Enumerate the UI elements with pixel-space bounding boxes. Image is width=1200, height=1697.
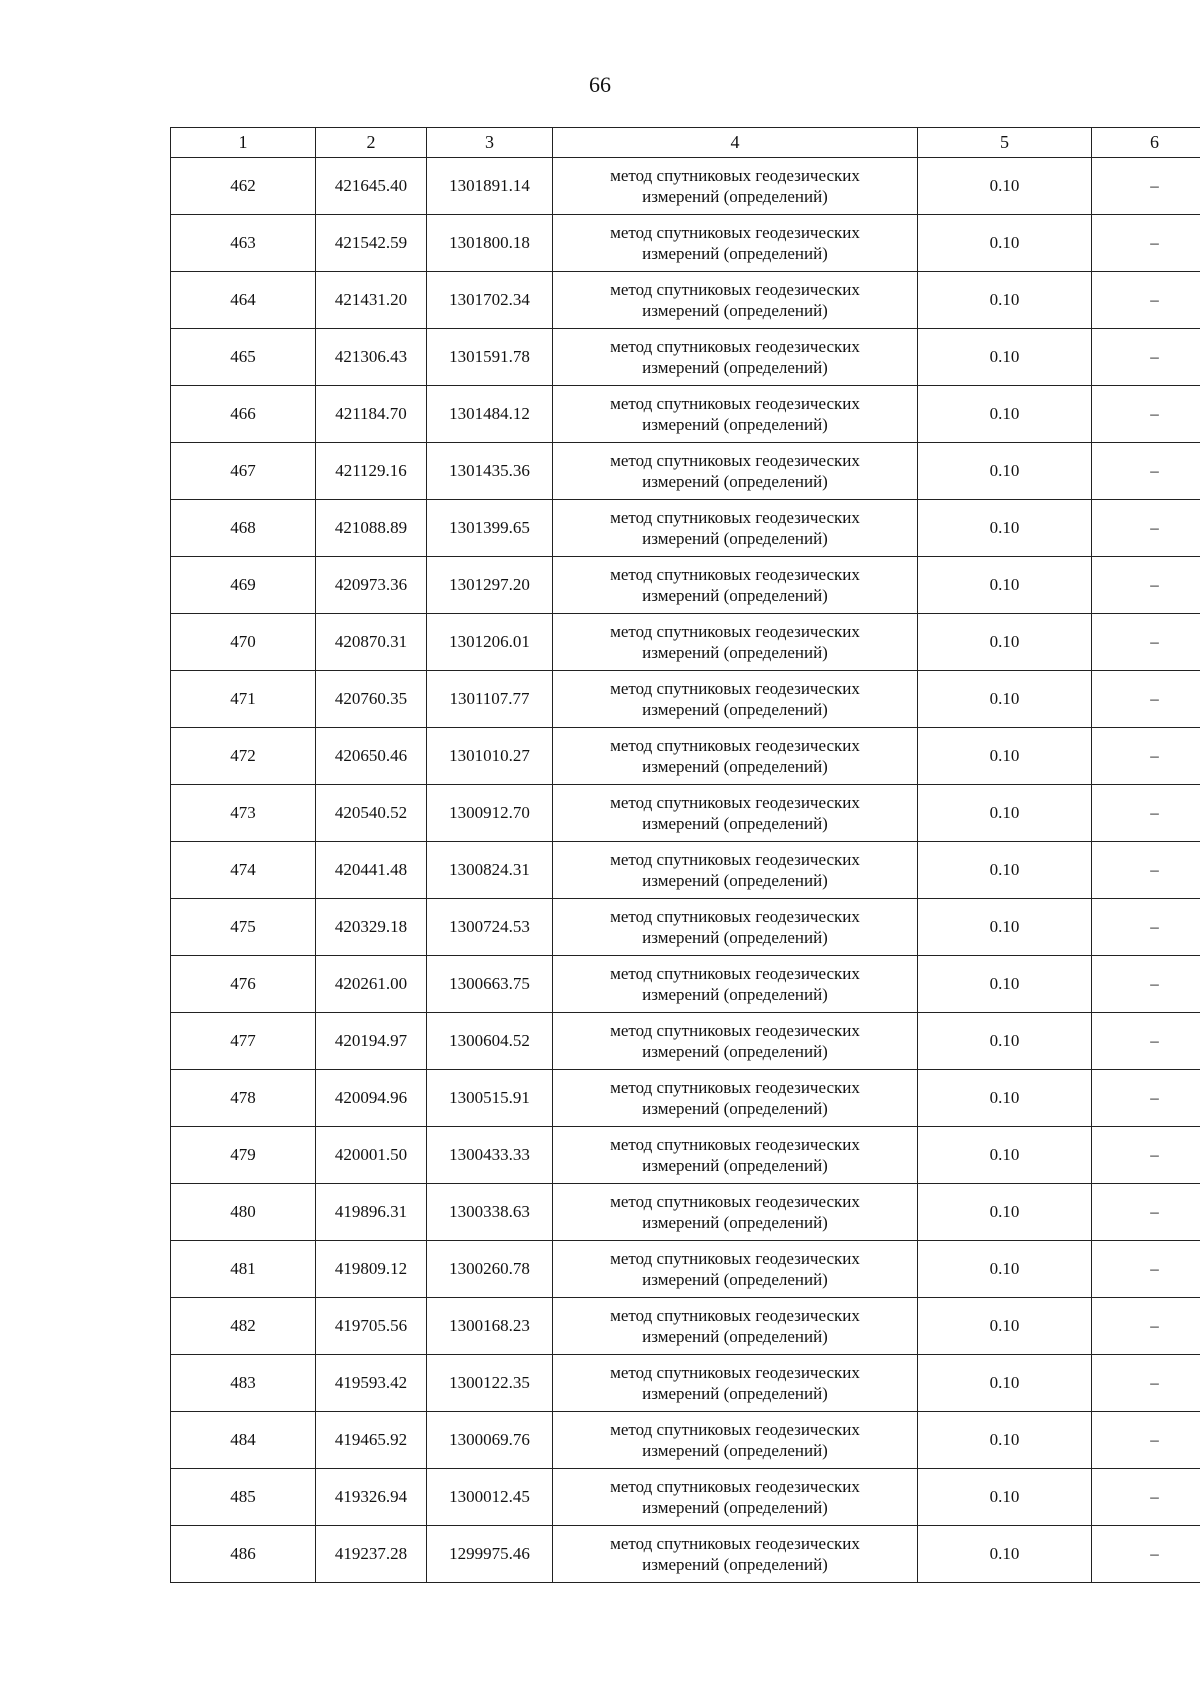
x-coordinate-cell: 420001.50 — [316, 1127, 427, 1184]
note-cell: – — [1092, 158, 1200, 215]
table-row — [171, 614, 1200, 671]
table-row — [171, 272, 1200, 329]
note-cell: – — [1092, 1013, 1200, 1070]
header-cell-2: 2 — [316, 128, 427, 158]
method-cell — [553, 1070, 918, 1127]
table-row — [171, 1070, 1200, 1127]
method-cell — [553, 614, 918, 671]
y-coordinate-cell: 1300724.53 — [427, 899, 553, 956]
method-line-2: измерений (определений) — [642, 871, 828, 890]
method-line-1: метод спутниковых геодезических — [610, 1363, 860, 1382]
note-cell: – — [1092, 386, 1200, 443]
note-cell: – — [1092, 899, 1200, 956]
method-line-1: метод спутниковых геодезических — [610, 565, 860, 584]
accuracy-cell: 0.10 — [918, 500, 1092, 557]
x-coordinate-cell: 421645.40 — [316, 158, 427, 215]
note-cell: – — [1092, 785, 1200, 842]
method-cell — [553, 785, 918, 842]
accuracy-cell: 0.10 — [918, 614, 1092, 671]
accuracy-cell: 0.10 — [918, 1127, 1092, 1184]
note-cell: – — [1092, 1298, 1200, 1355]
y-coordinate-cell: 1300912.70 — [427, 785, 553, 842]
x-coordinate-cell: 420194.97 — [316, 1013, 427, 1070]
point-number-cell: 471 — [171, 671, 316, 728]
table-row — [171, 1013, 1200, 1070]
method-line-2: измерений (определений) — [642, 700, 828, 719]
table-row — [171, 728, 1200, 785]
y-coordinate-cell: 1300069.76 — [427, 1412, 553, 1469]
x-coordinate-cell: 421542.59 — [316, 215, 427, 272]
method-line-1: метод спутниковых геодезических — [610, 907, 860, 926]
table-row — [171, 500, 1200, 557]
accuracy-cell: 0.10 — [918, 1526, 1092, 1583]
method-line-2: измерений (определений) — [642, 1270, 828, 1289]
y-coordinate-cell: 1301010.27 — [427, 728, 553, 785]
method-cell — [553, 1412, 918, 1469]
y-coordinate-cell: 1301800.18 — [427, 215, 553, 272]
method-line-2: измерений (определений) — [642, 1555, 828, 1574]
method-cell — [553, 1241, 918, 1298]
method-line-2: измерений (определений) — [642, 1498, 828, 1517]
method-line-2: измерений (определений) — [642, 814, 828, 833]
method-line-2: измерений (определений) — [642, 187, 828, 206]
method-cell — [553, 443, 918, 500]
table-header-row — [171, 128, 1200, 158]
method-line-1: метод спутниковых геодезических — [610, 964, 860, 983]
table-row — [171, 557, 1200, 614]
table-row — [171, 1526, 1200, 1583]
note-cell: – — [1092, 1127, 1200, 1184]
note-cell: – — [1092, 614, 1200, 671]
x-coordinate-cell: 419896.31 — [316, 1184, 427, 1241]
note-cell: – — [1092, 1241, 1200, 1298]
y-coordinate-cell: 1300122.35 — [427, 1355, 553, 1412]
y-coordinate-cell: 1301891.14 — [427, 158, 553, 215]
table-row — [171, 899, 1200, 956]
point-number-cell: 485 — [171, 1469, 316, 1526]
header-cell-1: 1 — [171, 128, 316, 158]
method-line-1: метод спутниковых геодезических — [610, 850, 860, 869]
point-number-cell: 474 — [171, 842, 316, 899]
point-number-cell: 479 — [171, 1127, 316, 1184]
page-number: 66 — [589, 72, 611, 97]
method-line-1: метод спутниковых геодезических — [610, 280, 860, 299]
accuracy-cell: 0.10 — [918, 272, 1092, 329]
accuracy-cell: 0.10 — [918, 557, 1092, 614]
y-coordinate-cell: 1300663.75 — [427, 956, 553, 1013]
x-coordinate-cell: 419237.28 — [316, 1526, 427, 1583]
note-cell: – — [1092, 728, 1200, 785]
table-row — [171, 1355, 1200, 1412]
y-coordinate-cell: 1301297.20 — [427, 557, 553, 614]
y-coordinate-cell: 1299975.46 — [427, 1526, 553, 1583]
y-coordinate-cell: 1300824.31 — [427, 842, 553, 899]
point-number-cell: 478 — [171, 1070, 316, 1127]
accuracy-cell: 0.10 — [918, 158, 1092, 215]
y-coordinate-cell: 1301702.34 — [427, 272, 553, 329]
method-line-2: измерений (определений) — [642, 358, 828, 377]
y-coordinate-cell: 1301399.65 — [427, 500, 553, 557]
point-number-cell: 481 — [171, 1241, 316, 1298]
method-cell — [553, 899, 918, 956]
method-line-2: измерений (определений) — [642, 643, 828, 662]
method-line-2: измерений (определений) — [642, 529, 828, 548]
x-coordinate-cell: 419809.12 — [316, 1241, 427, 1298]
accuracy-cell: 0.10 — [918, 1469, 1092, 1526]
accuracy-cell: 0.10 — [918, 215, 1092, 272]
method-line-2: измерений (определений) — [642, 586, 828, 605]
y-coordinate-cell: 1301484.12 — [427, 386, 553, 443]
method-line-1: метод спутниковых геодезических — [610, 1420, 860, 1439]
y-coordinate-cell: 1300168.23 — [427, 1298, 553, 1355]
header-cell-6: 6 — [1092, 128, 1200, 158]
note-cell: – — [1092, 1469, 1200, 1526]
method-line-1: метод спутниковых геодезических — [610, 508, 860, 527]
table-row — [171, 1298, 1200, 1355]
method-line-2: измерений (определений) — [642, 472, 828, 491]
method-cell — [553, 1355, 918, 1412]
method-line-2: измерений (определений) — [642, 1099, 828, 1118]
accuracy-cell: 0.10 — [918, 1412, 1092, 1469]
coordinates-table — [170, 127, 1200, 1583]
accuracy-cell: 0.10 — [918, 1013, 1092, 1070]
x-coordinate-cell: 421184.70 — [316, 386, 427, 443]
accuracy-cell: 0.10 — [918, 329, 1092, 386]
method-line-1: метод спутниковых геодезических — [610, 1021, 860, 1040]
method-cell — [553, 1469, 918, 1526]
method-line-2: измерений (определений) — [642, 757, 828, 776]
method-line-1: метод спутниковых геодезических — [610, 793, 860, 812]
point-number-cell: 486 — [171, 1526, 316, 1583]
method-line-1: метод спутниковых геодезических — [610, 679, 860, 698]
note-cell: – — [1092, 1412, 1200, 1469]
x-coordinate-cell: 421431.20 — [316, 272, 427, 329]
method-line-2: измерений (определений) — [642, 1042, 828, 1061]
method-line-2: измерений (определений) — [642, 1327, 828, 1346]
point-number-cell: 465 — [171, 329, 316, 386]
point-number-cell: 480 — [171, 1184, 316, 1241]
x-coordinate-cell: 420441.48 — [316, 842, 427, 899]
x-coordinate-cell: 420329.18 — [316, 899, 427, 956]
method-line-1: метод спутниковых геодезических — [610, 736, 860, 755]
method-cell — [553, 557, 918, 614]
accuracy-cell: 0.10 — [918, 899, 1092, 956]
method-line-1: метод спутниковых геодезических — [610, 1534, 860, 1553]
y-coordinate-cell: 1301206.01 — [427, 614, 553, 671]
header-cell-5: 5 — [918, 128, 1092, 158]
point-number-cell: 467 — [171, 443, 316, 500]
y-coordinate-cell: 1300012.45 — [427, 1469, 553, 1526]
point-number-cell: 470 — [171, 614, 316, 671]
table-row — [171, 443, 1200, 500]
note-cell: – — [1092, 329, 1200, 386]
point-number-cell: 482 — [171, 1298, 316, 1355]
method-cell — [553, 1526, 918, 1583]
note-cell: – — [1092, 1184, 1200, 1241]
note-cell: – — [1092, 443, 1200, 500]
table-row — [171, 785, 1200, 842]
x-coordinate-cell: 420540.52 — [316, 785, 427, 842]
method-cell — [553, 272, 918, 329]
y-coordinate-cell: 1300604.52 — [427, 1013, 553, 1070]
method-line-1: метод спутниковых геодезических — [610, 1306, 860, 1325]
accuracy-cell: 0.10 — [918, 1241, 1092, 1298]
table-row — [171, 1469, 1200, 1526]
table-row — [171, 842, 1200, 899]
accuracy-cell: 0.10 — [918, 1070, 1092, 1127]
point-number-cell: 469 — [171, 557, 316, 614]
method-line-2: измерений (определений) — [642, 1156, 828, 1175]
table-row — [171, 215, 1200, 272]
method-line-1: метод спутниковых геодезических — [610, 1477, 860, 1496]
y-coordinate-cell: 1300515.91 — [427, 1070, 553, 1127]
method-line-1: метод спутниковых геодезических — [610, 451, 860, 470]
accuracy-cell: 0.10 — [918, 1355, 1092, 1412]
x-coordinate-cell: 419593.42 — [316, 1355, 427, 1412]
note-cell: – — [1092, 956, 1200, 1013]
y-coordinate-cell: 1300260.78 — [427, 1241, 553, 1298]
method-cell — [553, 1184, 918, 1241]
method-cell — [553, 671, 918, 728]
x-coordinate-cell: 419465.92 — [316, 1412, 427, 1469]
method-line-1: метод спутниковых геодезических — [610, 1249, 860, 1268]
point-number-cell: 462 — [171, 158, 316, 215]
table-row — [171, 956, 1200, 1013]
x-coordinate-cell: 419326.94 — [316, 1469, 427, 1526]
method-cell — [553, 215, 918, 272]
method-line-2: измерений (определений) — [642, 1441, 828, 1460]
method-line-2: измерений (определений) — [642, 985, 828, 1004]
method-cell — [553, 500, 918, 557]
x-coordinate-cell: 421306.43 — [316, 329, 427, 386]
method-line-1: метод спутниковых геодезических — [610, 166, 860, 185]
y-coordinate-cell: 1301107.77 — [427, 671, 553, 728]
method-line-1: метод спутниковых геодезических — [610, 1135, 860, 1154]
y-coordinate-cell: 1301591.78 — [427, 329, 553, 386]
table-row — [171, 1241, 1200, 1298]
method-line-2: измерений (определений) — [642, 928, 828, 947]
method-cell — [553, 1127, 918, 1184]
method-cell — [553, 329, 918, 386]
method-cell — [553, 728, 918, 785]
point-number-cell: 484 — [171, 1412, 316, 1469]
table-body — [171, 158, 1200, 1583]
note-cell: – — [1092, 1526, 1200, 1583]
point-number-cell: 476 — [171, 956, 316, 1013]
x-coordinate-cell: 421088.89 — [316, 500, 427, 557]
method-cell — [553, 842, 918, 899]
method-cell — [553, 158, 918, 215]
accuracy-cell: 0.10 — [918, 956, 1092, 1013]
y-coordinate-cell: 1300338.63 — [427, 1184, 553, 1241]
method-cell — [553, 1013, 918, 1070]
x-coordinate-cell: 420094.96 — [316, 1070, 427, 1127]
accuracy-cell: 0.10 — [918, 1298, 1092, 1355]
x-coordinate-cell: 420973.36 — [316, 557, 427, 614]
table-row — [171, 1127, 1200, 1184]
x-coordinate-cell: 421129.16 — [316, 443, 427, 500]
point-number-cell: 472 — [171, 728, 316, 785]
method-line-1: метод спутниковых геодезических — [610, 394, 860, 413]
point-number-cell: 483 — [171, 1355, 316, 1412]
accuracy-cell: 0.10 — [918, 728, 1092, 785]
method-cell — [553, 386, 918, 443]
accuracy-cell: 0.10 — [918, 1184, 1092, 1241]
accuracy-cell: 0.10 — [918, 443, 1092, 500]
note-cell: – — [1092, 1070, 1200, 1127]
note-cell: – — [1092, 557, 1200, 614]
x-coordinate-cell: 419705.56 — [316, 1298, 427, 1355]
x-coordinate-cell: 420261.00 — [316, 956, 427, 1013]
x-coordinate-cell: 420760.35 — [316, 671, 427, 728]
y-coordinate-cell: 1300433.33 — [427, 1127, 553, 1184]
note-cell: – — [1092, 671, 1200, 728]
x-coordinate-cell: 420870.31 — [316, 614, 427, 671]
table-row — [171, 1412, 1200, 1469]
accuracy-cell: 0.10 — [918, 785, 1092, 842]
note-cell: – — [1092, 500, 1200, 557]
point-number-cell: 466 — [171, 386, 316, 443]
point-number-cell: 463 — [171, 215, 316, 272]
table-row — [171, 386, 1200, 443]
table-row — [171, 671, 1200, 728]
table-row — [171, 158, 1200, 215]
point-number-cell: 464 — [171, 272, 316, 329]
note-cell: – — [1092, 215, 1200, 272]
table-row — [171, 1184, 1200, 1241]
accuracy-cell: 0.10 — [918, 842, 1092, 899]
method-cell — [553, 956, 918, 1013]
point-number-cell: 473 — [171, 785, 316, 842]
note-cell: – — [1092, 1355, 1200, 1412]
x-coordinate-cell: 420650.46 — [316, 728, 427, 785]
point-number-cell: 475 — [171, 899, 316, 956]
method-line-1: метод спутниковых геодезических — [610, 622, 860, 641]
method-line-2: измерений (определений) — [642, 1213, 828, 1232]
method-line-2: измерений (определений) — [642, 1384, 828, 1403]
note-cell: – — [1092, 842, 1200, 899]
accuracy-cell: 0.10 — [918, 671, 1092, 728]
method-cell — [553, 1298, 918, 1355]
header-cell-4: 4 — [553, 128, 918, 158]
method-line-1: метод спутниковых геодезических — [610, 223, 860, 242]
method-line-2: измерений (определений) — [642, 301, 828, 320]
point-number-cell: 477 — [171, 1013, 316, 1070]
method-line-1: метод спутниковых геодезических — [610, 1078, 860, 1097]
method-line-2: измерений (определений) — [642, 244, 828, 263]
header-cell-3: 3 — [427, 128, 553, 158]
accuracy-cell: 0.10 — [918, 386, 1092, 443]
method-line-2: измерений (определений) — [642, 415, 828, 434]
point-number-cell: 468 — [171, 500, 316, 557]
table-row — [171, 329, 1200, 386]
note-cell: – — [1092, 272, 1200, 329]
method-line-1: метод спутниковых геодезических — [610, 337, 860, 356]
method-line-1: метод спутниковых геодезических — [610, 1192, 860, 1211]
y-coordinate-cell: 1301435.36 — [427, 443, 553, 500]
